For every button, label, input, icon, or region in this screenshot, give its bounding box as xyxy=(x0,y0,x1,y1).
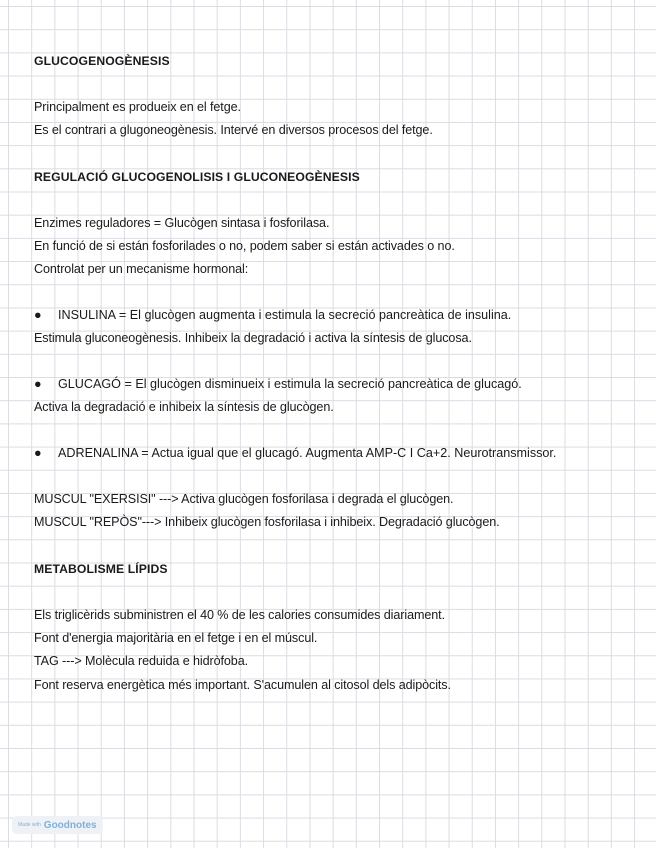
paragraph-line: Enzimes reguladores = Glucògen sintasa i fosforilasa. xyxy=(34,216,330,230)
bullet-icon: ● xyxy=(34,377,42,391)
paragraph-line: Principalment es produeix en el fetge. xyxy=(34,100,241,114)
paragraph-line: Font d'energia majoritària en el fetge i en el múscul. xyxy=(34,631,318,645)
heading-glucogenogenesis: GLUCOGENOGÈNESIS xyxy=(34,54,170,68)
paragraph-line: Estimula gluconeogènesis. Inhibeix la degradació i activa la síntesis de glucosa. xyxy=(34,331,472,345)
watermark-prefix: Made with xyxy=(18,822,41,828)
paragraph-line: MUSCUL "EXERSISI" ---> Activa glucògen fosforilasa i degrada el glucògen. xyxy=(34,492,454,506)
bullet-text: ADRENALINA = Actua igual que el glucagó. Augmenta AMP-C I Ca+2. Neurotransmissor. xyxy=(58,446,557,460)
bullet-item-adrenalina xyxy=(34,445,556,461)
bullet-icon: ● xyxy=(34,446,42,460)
paragraph-line: TAG ---> Molècula reduida e hidròfoba. xyxy=(34,654,249,668)
paragraph-line: Es el contrari a glugoneogènesis. Intervé en diversos procesos del fetge. xyxy=(34,123,433,137)
goodnotes-watermark xyxy=(12,816,103,834)
bullet-text: INSULINA = El glucògen augmenta i estimula la secreció pancreàtica de insulina. xyxy=(58,308,512,322)
heading-regulacio: REGULACIÓ GLUCOGENOLISIS I GLUCONEOGÈNESIS xyxy=(34,170,360,184)
heading-metabolisme-lipids: METABOLISME LÍPIDS xyxy=(34,562,168,576)
paragraph-line: Activa la degradació e inhibeix la síntesis de glucògen. xyxy=(34,400,334,414)
paragraph-line: MUSCUL "REPÒS"---> Inhibeix glucògen fosforilasa i inhibeix. Degradació glucògen. xyxy=(34,515,500,529)
bullet-item-insulina xyxy=(34,307,511,323)
paragraph-line: Els triglicèrids subministren el 40 % de les calories consumides diariament. xyxy=(34,608,445,622)
watermark-brand: Goodnotes xyxy=(43,819,97,831)
paragraph-line: Controlat per un mecanisme hormonal: xyxy=(34,262,249,276)
paragraph-line: Font reserva energètica més important. S'acumulen al citosol dels adipòcits. xyxy=(34,678,451,692)
bullet-item-glucago xyxy=(34,376,522,392)
bullet-icon: ● xyxy=(34,308,42,322)
paragraph-line: En funció de si están fosforilades o no, podem saber si están activades o no. xyxy=(34,239,455,253)
bullet-text: GLUCAGÓ = El glucògen disminueix i estimula la secreció pancreàtica de glucagó. xyxy=(58,377,522,391)
